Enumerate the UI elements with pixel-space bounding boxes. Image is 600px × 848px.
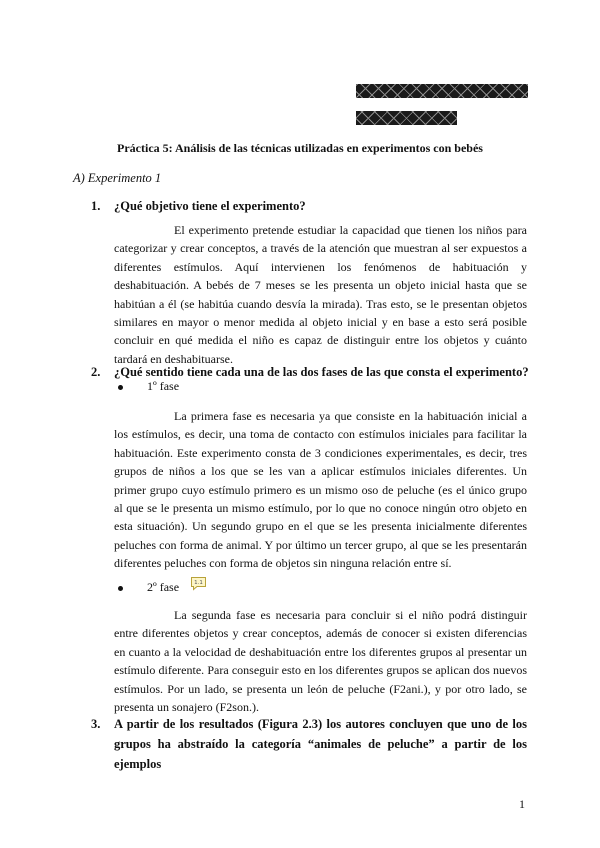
question-1-text: ¿Qué objetivo tiene el experimento? (114, 199, 306, 213)
question-1-answer-text: El experimento pretende estudiar la capacidad que tienen los niños para categorizar y crear conceptos, a través de la atención que muestran al ser expuestos a diferentes estímulos. Aquí intervienen los fenómenos de habituación y deshabituación. A bebés de 7 meses se les presenta un objeto inicial hasta que se habitúan a él (se habitúa cuando desvía la mirada). Tras esto, se le presentan objetos similares en mayor o menor medida al objeto inicial y en base a esto será posible concluir en qué medida el niño es capaz de distinguir entre los objetos y cuánto tardará en deshabituarse. (114, 223, 527, 366)
phase-1-text-body: La primera fase es necesaria ya que consiste en la habituación inicial a los estímulos, es decir, una toma de contacto con estímulos iniciales para facilitar la habituación. Este experimento consta de 3 condiciones experimentales, es decir, tres grupos de niños a los que se les van a aplicar estímulos iniciales diferentes. Un primer grupo cuyo estímulo primero es un mismo oso de peluche (es el único grupo al que se le presenta un mismo estímulo, por lo que no conoce ningún otro objeto en esta situación). Un segundo grupo en el que se les presenta inicialmente diferentes peluches con forma de animal. Y por último un tercer grupo, al que se les presentarán diferentes peluches con forma de objetos sin ninguna relación entre sí. (114, 409, 527, 571)
question-2-text: ¿Qué sentido tiene cada una de las dos fases de las que consta el experimento? (114, 365, 529, 379)
phase-2-label: 2º fase (147, 580, 180, 594)
bullet-dot (118, 385, 123, 390)
bullet-dot (118, 586, 123, 591)
comment-label: 1.1 (194, 580, 203, 586)
page-number: 1 (519, 797, 525, 811)
question-3-number: 3. (91, 717, 101, 731)
question-1-answer (114, 221, 527, 368)
phase-1-bullet (0, 379, 600, 397)
phase-2-text (114, 606, 527, 716)
document-title: Práctica 5: Análisis de las técnicas utilizadas en experimentos con bebés (117, 141, 483, 155)
section-heading: A) Experimento 1 (73, 171, 162, 185)
comment-icon[interactable] (190, 576, 207, 591)
question-3 (91, 714, 527, 774)
question-1-number: 1. (91, 199, 101, 213)
phase-2-bullet (0, 580, 600, 598)
phase-2-text-body: La segunda fase es necesaria para concluir si el niño podrá distinguir entre diferentes objetos y crear conceptos, además de conocer si existen diferencias en cuanto a la velocidad de deshabituación entre los diferentes grupos al presentar un estímulo diferente. Para conseguir esto en los diferentes grupos se aplican dos nuevos estímulos. Por un lado, se presenta un león de peluche (F2ani.), y por otro lado, se presenta un sonajero (F2son.). (114, 608, 527, 715)
redacted-author-surname (356, 111, 457, 125)
redacted-author-name (356, 84, 528, 98)
phase-1-text (114, 407, 527, 573)
question-3-text: A partir de los resultados (Figura 2.3) los autores concluyen que uno de los grupos ha abstraído la categoría “animales de peluche” a partir de los ejemplos (114, 717, 527, 771)
question-2-number: 2. (91, 365, 101, 379)
phase-1-label: 1º fase (147, 379, 180, 393)
